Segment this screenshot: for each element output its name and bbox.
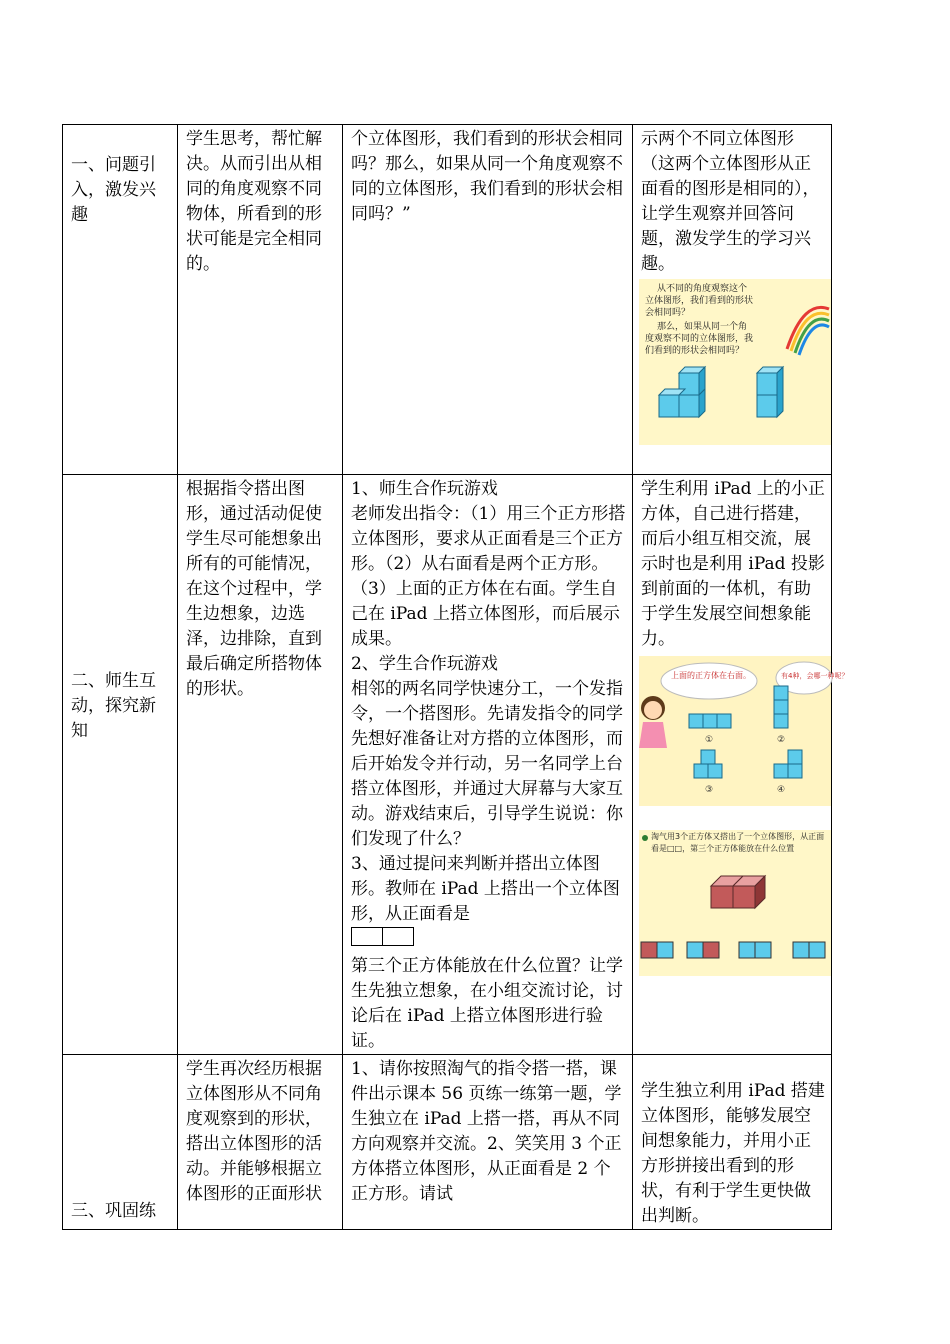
table-row [63,475,832,1055]
slide-text-line: 会相同吗？ [645,308,691,318]
process-step-1-title: 1、师生合作玩游戏 [351,479,498,499]
girl-icon [639,696,667,748]
process-text: 1、请你按照淘气的指令搭一搭，课件出示课本 56 页练一练第一题，学生独立在 iPad 上搭一搭，再从不同方向观察并交流。2、笑笑用 3 个正方体搭立体图形，从正面看是 2 个正方形。请试 [351,1059,622,1204]
stage-label: 三、巩固练 [71,1201,156,1221]
option-label: ② [777,735,786,745]
option-label: ① [705,735,714,745]
stage-label: 二、师生互动，探究新知 [71,671,156,741]
intent-cell [633,475,849,1055]
slide-illustration [639,279,831,445]
activity-text: 学生再次经历根据立体图形从不同角度观察到的形状，搭出立体图形的活动。并能够根据立体图形的正面形状 [186,1059,322,1204]
red-cube-stack-icon [711,876,765,908]
option-label: ④ [777,785,786,795]
stage-cell [63,125,178,475]
slide-text-line: 度观察不同的立体图形，我 [645,334,754,344]
table-row [63,125,832,475]
slide-illustration [639,830,831,976]
process-step-2-body: 相邻的两名同学快速分工，一个发指令，一个搭图形。先请发指令的同学先想好准备让对方搭的立体图形，而后开始发令并行动，另一名同学上台搭立体图形，并通过大屏幕与大家互动。游戏结束后，引导学生说说：你们发现了什么？ [351,679,623,849]
process-step-2-title: 2、学生合作玩游戏 [351,654,498,674]
table-row [63,1055,832,1230]
slide-text-line: 从不同的角度观察这个 [657,284,748,294]
process-step-1-body: 老师发出指令：（1）用三个正方形搭立体图形，要求从正面看是三个正方形。（2）从右面看是两个正方形。（3）上面的正方体在右面。学生自己在 iPad 上搭立体图形，而后展示成果。 [351,504,626,649]
intent-text: 学生独立利用 iPad 搭建立体图形，能够发展空间想象能力，并用小正方形拼接出看到的形状，有利于学生更快做出判断。 [641,1081,825,1226]
option-label: ③ [705,785,714,795]
intent-text: 示两个不同立体图形（这两个立体图形从正面看的图形是相同的），让学生观察并回答问题，激发学生的学习兴趣。 [641,129,820,274]
intent-cell [633,125,832,475]
activity-cell [178,125,343,475]
lesson-plan-table [62,124,849,1230]
activity-cell [178,475,343,1055]
activity-cell [178,1055,343,1230]
activity-text: 学生思考，帮忙解决。从而引出从相同的角度观察不同物体，所看到的形状可能是完全相同的。 [186,129,322,274]
stage-cell [63,1055,178,1230]
speech-bubble-text: 上面的正方体在右面。 [671,671,751,680]
process-cell [343,125,633,475]
intent-text: 学生利用 iPad 上的小正方体，自己进行搭建，而后小组互相交流，展示时也是利用 iPad 投影到前面的一体机，有助于学生发展空间想象能力。 [641,479,825,649]
process-step-3-title: 3、通过提问来判断并搭出立体图形。教师在 iPad 上搭出一个立体图形，从正面看是 [351,854,620,924]
process-text: 个立体图形，我们看到的形状会相同吗？那么，如果从同一个角度观察不同的立体图形，我们看到的形状会相同吗？” [351,129,623,224]
process-cell [343,475,633,1055]
stage-label: 一、问题引入，激发兴趣 [71,155,156,225]
slide-illustration [639,656,849,806]
slide-text-line: 立体图形，我们看到的形状 [645,296,754,306]
two-square-shape [351,927,413,954]
stage-cell [63,475,178,1055]
slide-text-line: 那么，如果从同一个角 [657,322,748,332]
process-cell [343,1055,633,1230]
cube-stack-right-icon [757,367,783,417]
speech-bubble-text: 有4种，会哪一种呢？ [781,672,849,680]
slide-text: 淘气用3个正方体又搭出了一个立体图形，从正面看是□□，第三个正方体能放在什么位置 [651,832,825,853]
slide-text-line: 们看到的形状会相同吗？ [645,346,745,356]
activity-text: 根据指令搭出图形，通过活动促使学生尽可能想象出所有的可能情况，在这个过程中，学生边想象，边选泽，边排除，直到最后确定所搭物体的形状。 [186,479,322,699]
process-step-3-body: 第三个正方体能放在什么位置？让学生先独立想象，在小组交流讨论，讨论后在 iPad 上搭立体图形进行验证。 [351,956,623,1051]
intent-cell [633,1055,832,1230]
